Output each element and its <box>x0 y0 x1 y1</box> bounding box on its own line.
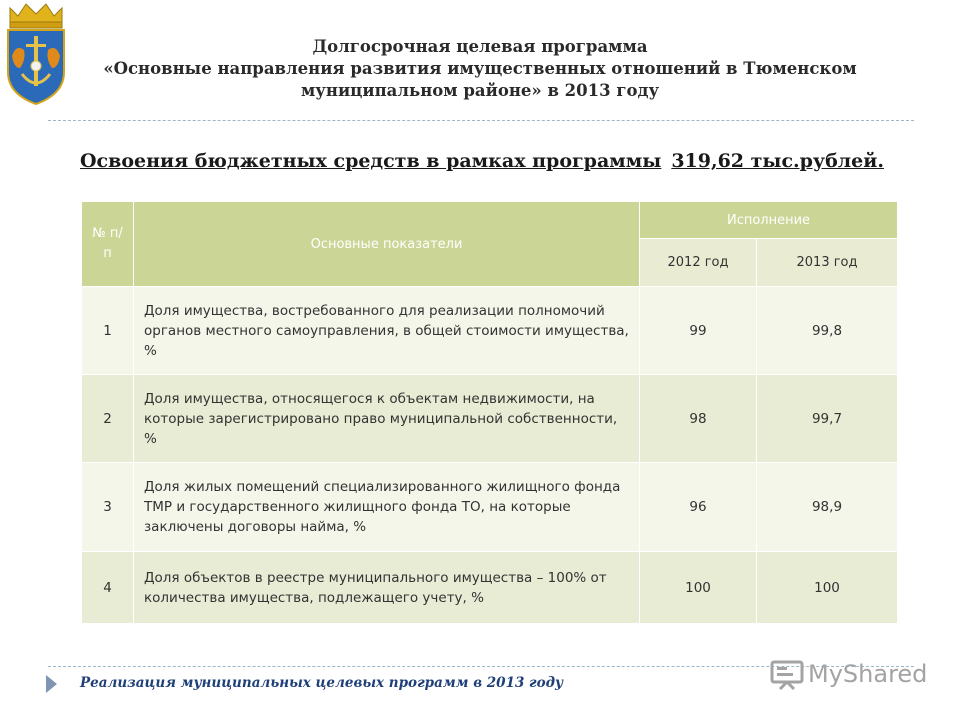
table-row <box>82 375 898 463</box>
table-row <box>82 552 898 624</box>
column-header-2012: 2012 год <box>640 239 757 287</box>
footer-caption: Реализация муниципальных целевых программ в 2013 году <box>80 675 564 691</box>
row-indicator-text: Доля объектов в реестре муниципального имущества – 100% от количества имущества, подлежащего учету, % <box>134 552 640 624</box>
column-header-execution: Исполнение <box>640 202 898 239</box>
indicators-table <box>81 201 898 624</box>
row-indicator-text: Доля имущества, востребованного для реализации полномочий органов местного самоуправления, в общей стоимости имущества, % <box>134 287 640 375</box>
presentation-screen-icon <box>770 658 804 690</box>
budget-amount: 319,62 тыс.рублей. <box>671 150 884 172</box>
title-line-2: «Основные направления развития имущественных отношений в Тюменском <box>103 59 857 78</box>
coat-of-arms-icon <box>2 0 70 106</box>
row-value-2013: 100 <box>757 552 898 624</box>
watermark <box>770 654 927 694</box>
column-header-2013: 2013 год <box>757 239 898 287</box>
row-value-2013: 98,9 <box>757 463 898 552</box>
row-number: 4 <box>82 552 134 624</box>
row-number: 2 <box>82 375 134 463</box>
row-number: 1 <box>82 287 134 375</box>
budget-label: Освоения бюджетных средств в рамках программы <box>80 150 662 172</box>
table-row <box>82 287 898 375</box>
row-indicator-text: Доля жилых помещений специализированного жилищного фонда ТМР и государственного жилищного фонда ТО, на которые заключены договоры найма, % <box>134 463 640 552</box>
triangle-right-icon <box>46 675 57 693</box>
row-number: 3 <box>82 463 134 552</box>
watermark-text: MyShared <box>808 660 928 688</box>
row-indicator-text: Доля имущества, относящегося к объектам недвижимости, на которые зарегистрировано право муниципальной собственности, % <box>134 375 640 463</box>
column-header-number: № п/п <box>82 202 134 287</box>
title-line-1: Долгосрочная целевая программа <box>312 37 648 56</box>
table-row <box>82 463 898 552</box>
row-value-2012: 100 <box>640 552 757 624</box>
row-value-2013: 99,8 <box>757 287 898 375</box>
row-value-2013: 99,7 <box>757 375 898 463</box>
row-value-2012: 96 <box>640 463 757 552</box>
row-value-2012: 99 <box>640 287 757 375</box>
title-line-3: муниципальном районе» в 2013 году <box>300 81 660 100</box>
row-value-2012: 98 <box>640 375 757 463</box>
budget-summary <box>80 150 884 172</box>
column-header-indicator: Основные показатели <box>134 202 640 287</box>
page-title <box>80 36 880 102</box>
header-divider <box>48 120 914 121</box>
